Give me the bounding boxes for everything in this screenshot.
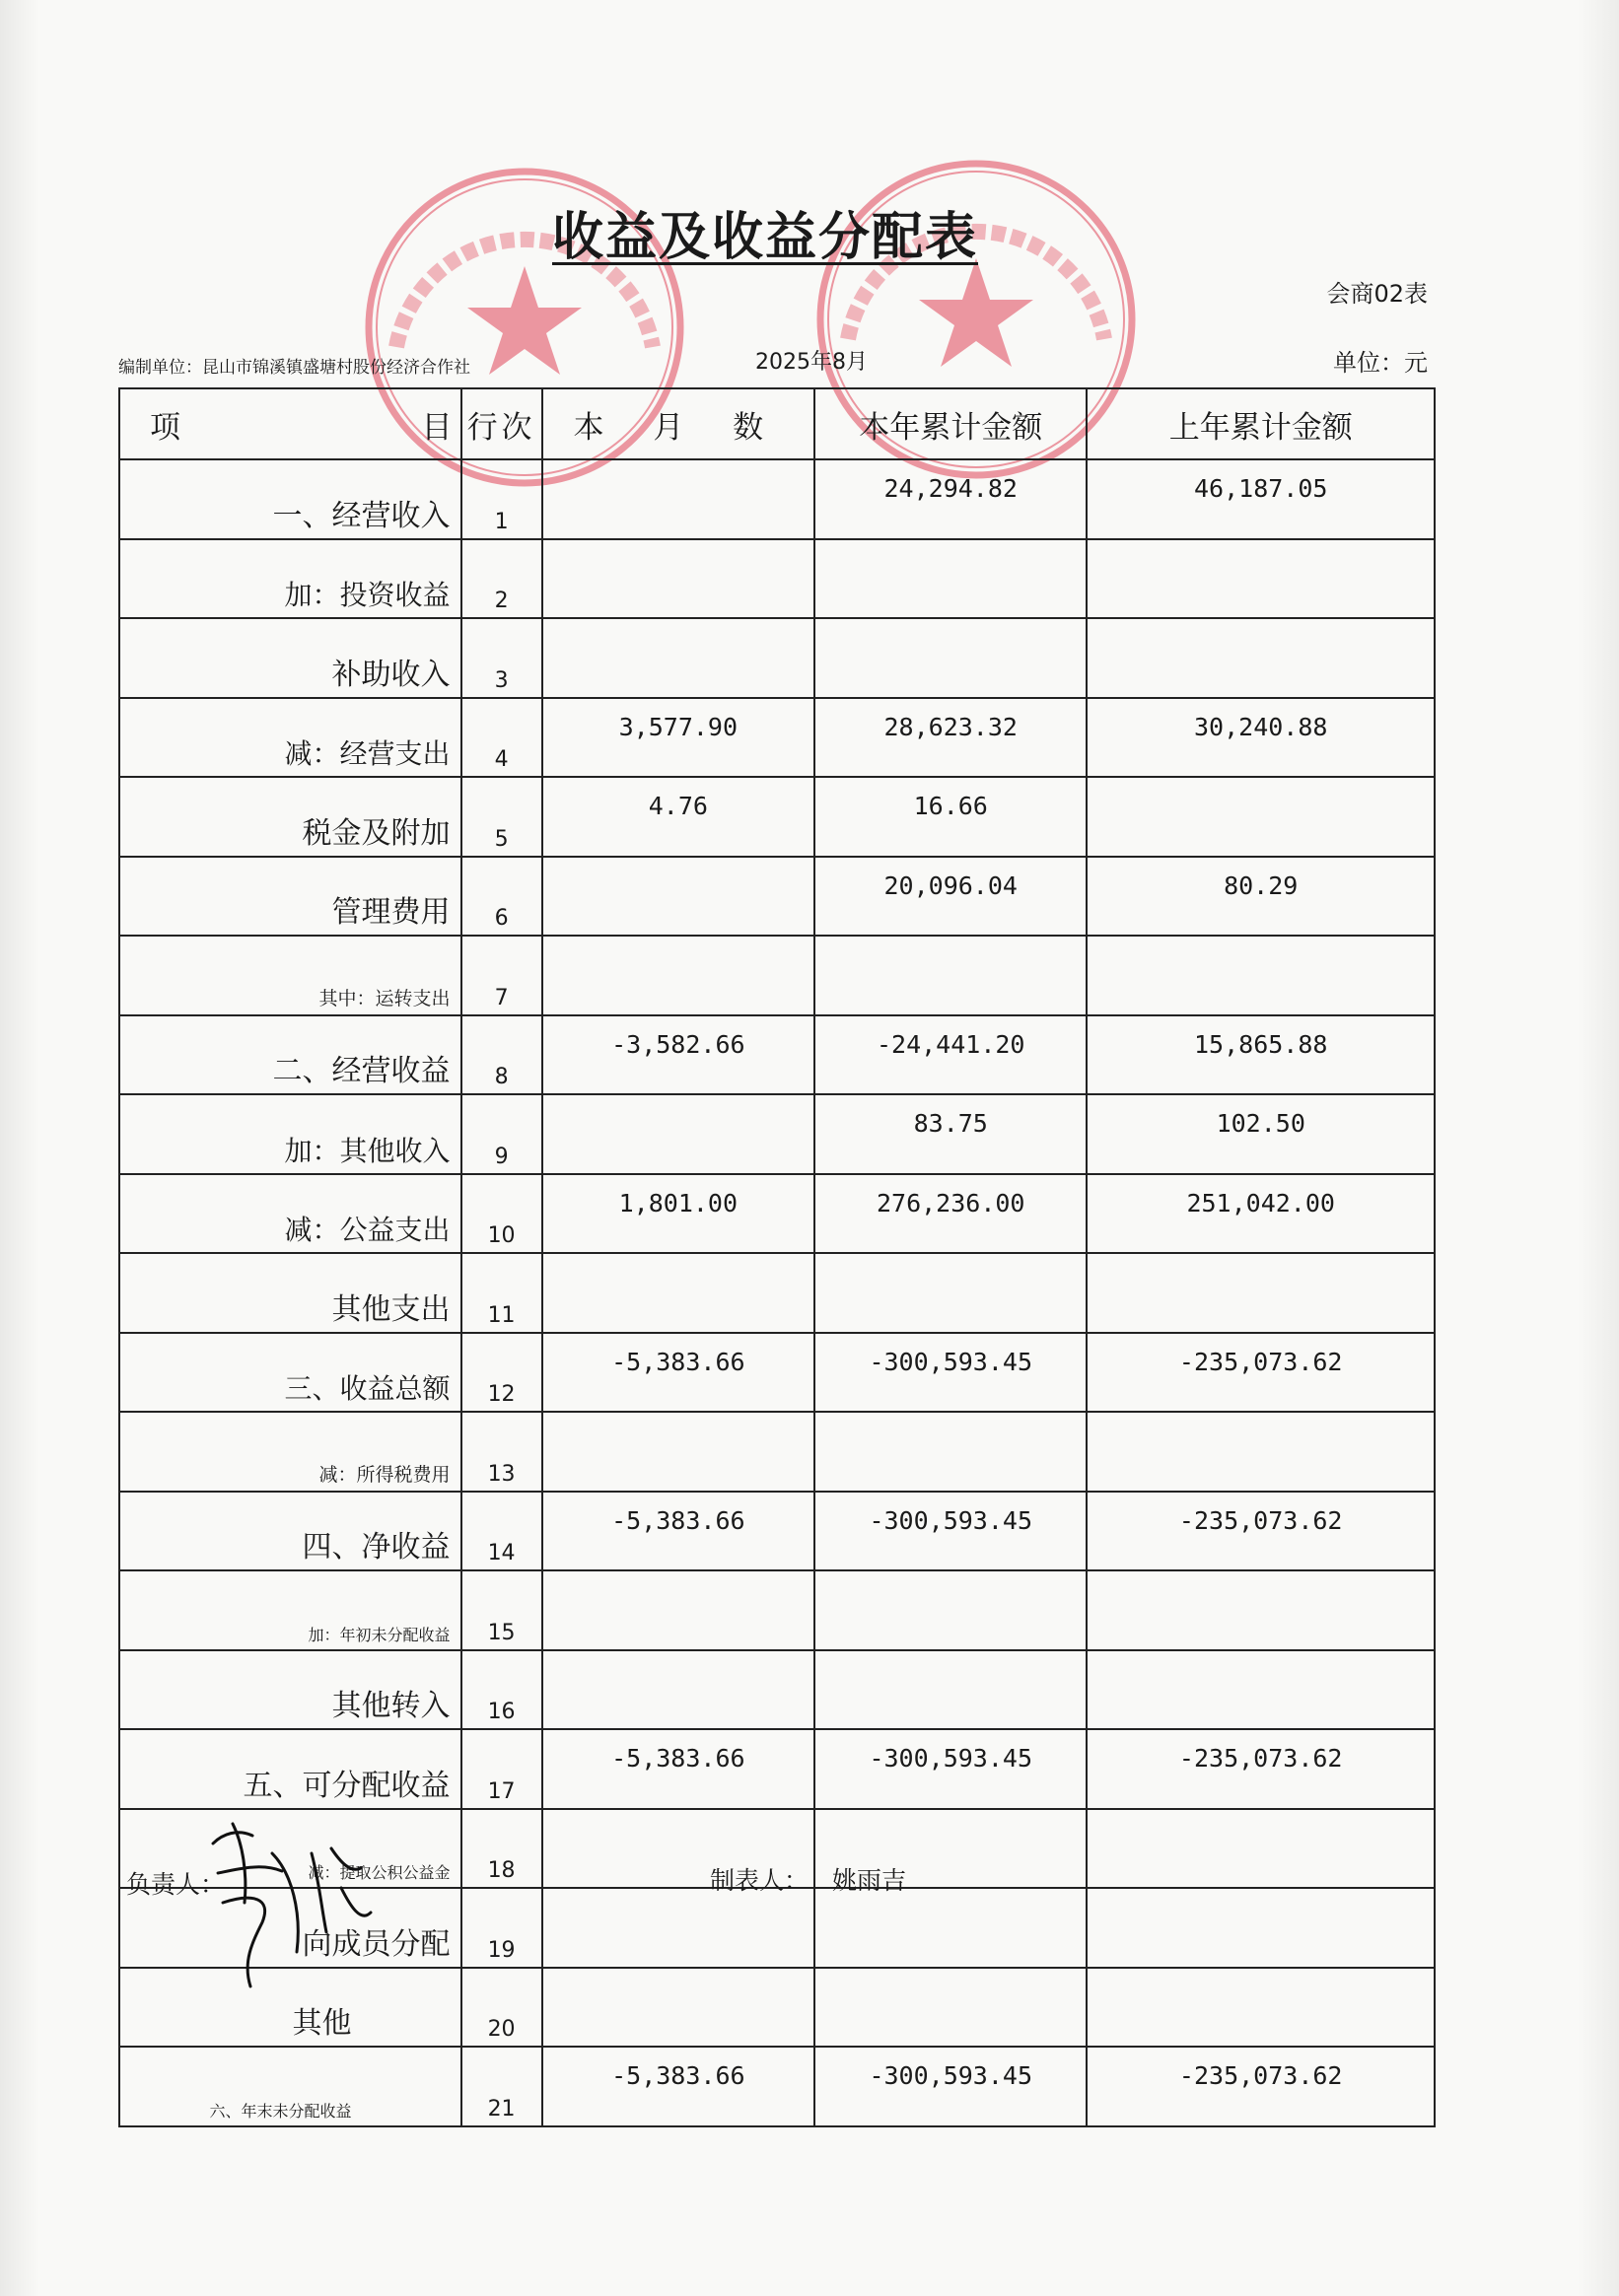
header-item-left: 项: [150, 409, 180, 446]
row-item: 减：所得税费用: [119, 1412, 461, 1492]
table-row: [119, 1412, 1435, 1492]
row-month: [542, 618, 814, 698]
row-line: 6: [461, 857, 542, 937]
row-item: 管理费用: [119, 857, 461, 937]
row-ytd: [814, 1412, 1087, 1492]
row-ytd: [814, 936, 1087, 1015]
row-line: 18: [461, 1809, 542, 1889]
row-item: 加：投资收益: [119, 539, 461, 619]
preparer-name: 姚雨吉: [832, 1866, 907, 1895]
row-item: 一、经营收入: [119, 459, 461, 539]
form-code: 会商02表: [1326, 280, 1428, 308]
row-item: 减：经营支出: [119, 698, 461, 778]
table-row: [119, 1492, 1435, 1571]
header-prev-year: 上年累计金额: [1087, 388, 1435, 459]
row-item: 三、收益总额: [119, 1333, 461, 1413]
row-item: 二、经营收益: [119, 1015, 461, 1095]
row-item: 减：提取公积公益金: [119, 1809, 461, 1889]
row-ytd: [814, 1968, 1087, 2048]
row-item: 其他: [119, 1968, 461, 2048]
row-item: 向成员分配: [119, 1888, 461, 1968]
compiling-unit: 编制单位：昆山市锦溪镇盛塘村股份经济合作社: [118, 358, 470, 378]
row-prev: [1087, 1809, 1435, 1889]
row-item: 五、可分配收益: [119, 1729, 461, 1809]
row-ytd: -300,593.45: [814, 1492, 1087, 1571]
row-item: 其中：运转支出: [119, 936, 461, 1015]
row-line: 19: [461, 1888, 542, 1968]
header-item: [119, 388, 461, 459]
row-item: 补助收入: [119, 618, 461, 698]
row-item: 其他转入: [119, 1650, 461, 1730]
row-item: 加：年初未分配收益: [119, 1570, 461, 1650]
row-month: 4.76: [542, 777, 814, 857]
row-month: [542, 1650, 814, 1730]
table-row: [119, 1094, 1435, 1174]
row-line: 13: [461, 1412, 542, 1492]
row-line: 20: [461, 1968, 542, 2048]
row-item: 六、年末未分配收益: [119, 2047, 461, 2126]
table-header-row: [119, 388, 1435, 459]
handwritten-signature: [203, 1814, 381, 2001]
row-month: -5,383.66: [542, 2047, 814, 2126]
row-prev: [1087, 1253, 1435, 1333]
report-period: 2025年8月: [755, 350, 868, 375]
row-month: -3,582.66: [542, 1015, 814, 1095]
row-prev: [1087, 1650, 1435, 1730]
row-prev: [1087, 1888, 1435, 1968]
row-month: [542, 539, 814, 619]
row-ytd: [814, 618, 1087, 698]
row-prev: [1087, 539, 1435, 619]
row-line: 15: [461, 1570, 542, 1650]
row-month: -5,383.66: [542, 1333, 814, 1413]
row-item: 减：公益支出: [119, 1174, 461, 1254]
row-prev: [1087, 1968, 1435, 2048]
document-title: 收益及收益分配表: [552, 208, 979, 267]
row-ytd: -300,593.45: [814, 1333, 1087, 1413]
row-month: [542, 857, 814, 937]
row-month: [542, 936, 814, 1015]
table-row: [119, 1174, 1435, 1254]
row-prev: 15,865.88: [1087, 1015, 1435, 1095]
row-line: 4: [461, 698, 542, 778]
table-row: [119, 698, 1435, 778]
row-month: [542, 1094, 814, 1174]
row-ytd: -300,593.45: [814, 1729, 1087, 1809]
row-item: 加：其他收入: [119, 1094, 461, 1174]
row-line: 10: [461, 1174, 542, 1254]
row-ytd: [814, 539, 1087, 619]
row-month: 3,577.90: [542, 698, 814, 778]
row-ytd: 276,236.00: [814, 1174, 1087, 1254]
row-line: 21: [461, 2047, 542, 2126]
table-row: [119, 936, 1435, 1015]
preparer: [710, 1861, 906, 1897]
row-prev: 30,240.88: [1087, 698, 1435, 778]
row-ytd: 16.66: [814, 777, 1087, 857]
table-row: [119, 777, 1435, 857]
row-month: -5,383.66: [542, 1729, 814, 1809]
table-row: [119, 539, 1435, 619]
currency-unit: 单位：元: [1333, 349, 1428, 377]
row-prev: -235,073.62: [1087, 1333, 1435, 1413]
row-month: [542, 1968, 814, 2048]
row-ytd: 20,096.04: [814, 857, 1087, 937]
row-ytd: 28,623.32: [814, 698, 1087, 778]
row-ytd: [814, 1253, 1087, 1333]
row-line: 8: [461, 1015, 542, 1095]
row-item: 税金及附加: [119, 777, 461, 857]
preparer-label: 制表人：: [710, 1866, 810, 1895]
row-line: 14: [461, 1492, 542, 1571]
row-month: [542, 1888, 814, 1968]
row-line: 7: [461, 936, 542, 1015]
row-prev: [1087, 777, 1435, 857]
row-ytd: 83.75: [814, 1094, 1087, 1174]
row-line: 3: [461, 618, 542, 698]
row-line: 1: [461, 459, 542, 539]
row-prev: 46,187.05: [1087, 459, 1435, 539]
row-item: 其他支出: [119, 1253, 461, 1333]
row-prev: -235,073.62: [1087, 1729, 1435, 1809]
row-ytd: [814, 1650, 1087, 1730]
row-line: 16: [461, 1650, 542, 1730]
row-month: [542, 1412, 814, 1492]
responsible-person-label: 负责人：: [126, 1870, 226, 1899]
row-prev: 251,042.00: [1087, 1174, 1435, 1254]
row-ytd: [814, 1888, 1087, 1968]
table-row: [119, 1570, 1435, 1650]
header-current-month: 本 月 数: [542, 388, 814, 459]
row-prev: -235,073.62: [1087, 1492, 1435, 1571]
row-month: -5,383.66: [542, 1492, 814, 1571]
table-row: [119, 618, 1435, 698]
row-month: [542, 1253, 814, 1333]
row-prev: [1087, 1412, 1435, 1492]
row-ytd: 24,294.82: [814, 459, 1087, 539]
header-line-no: 行次: [461, 388, 542, 459]
table-row: [119, 2047, 1435, 2126]
row-line: 5: [461, 777, 542, 857]
row-line: 11: [461, 1253, 542, 1333]
row-item: 四、净收益: [119, 1492, 461, 1571]
table-row: [119, 1333, 1435, 1413]
row-prev: 80.29: [1087, 857, 1435, 937]
row-ytd: -24,441.20: [814, 1015, 1087, 1095]
row-month: [542, 459, 814, 539]
row-prev: [1087, 618, 1435, 698]
header-ytd: 本年累计金额: [814, 388, 1087, 459]
row-prev: [1087, 936, 1435, 1015]
row-ytd: -300,593.45: [814, 2047, 1087, 2126]
table-row: [119, 1729, 1435, 1809]
header-item-right: 目: [421, 409, 453, 446]
row-ytd: [814, 1570, 1087, 1650]
row-month: 1,801.00: [542, 1174, 814, 1254]
row-prev: 102.50: [1087, 1094, 1435, 1174]
row-prev: -235,073.62: [1087, 2047, 1435, 2126]
row-month: [542, 1570, 814, 1650]
table-row: [119, 459, 1435, 539]
table-row: [119, 1015, 1435, 1095]
row-line: 12: [461, 1333, 542, 1413]
row-line: 9: [461, 1094, 542, 1174]
row-prev: [1087, 1570, 1435, 1650]
table-row: [119, 1650, 1435, 1730]
table-row: [119, 857, 1435, 937]
row-line: 17: [461, 1729, 542, 1809]
table-row: [119, 1253, 1435, 1333]
row-line: 2: [461, 539, 542, 619]
